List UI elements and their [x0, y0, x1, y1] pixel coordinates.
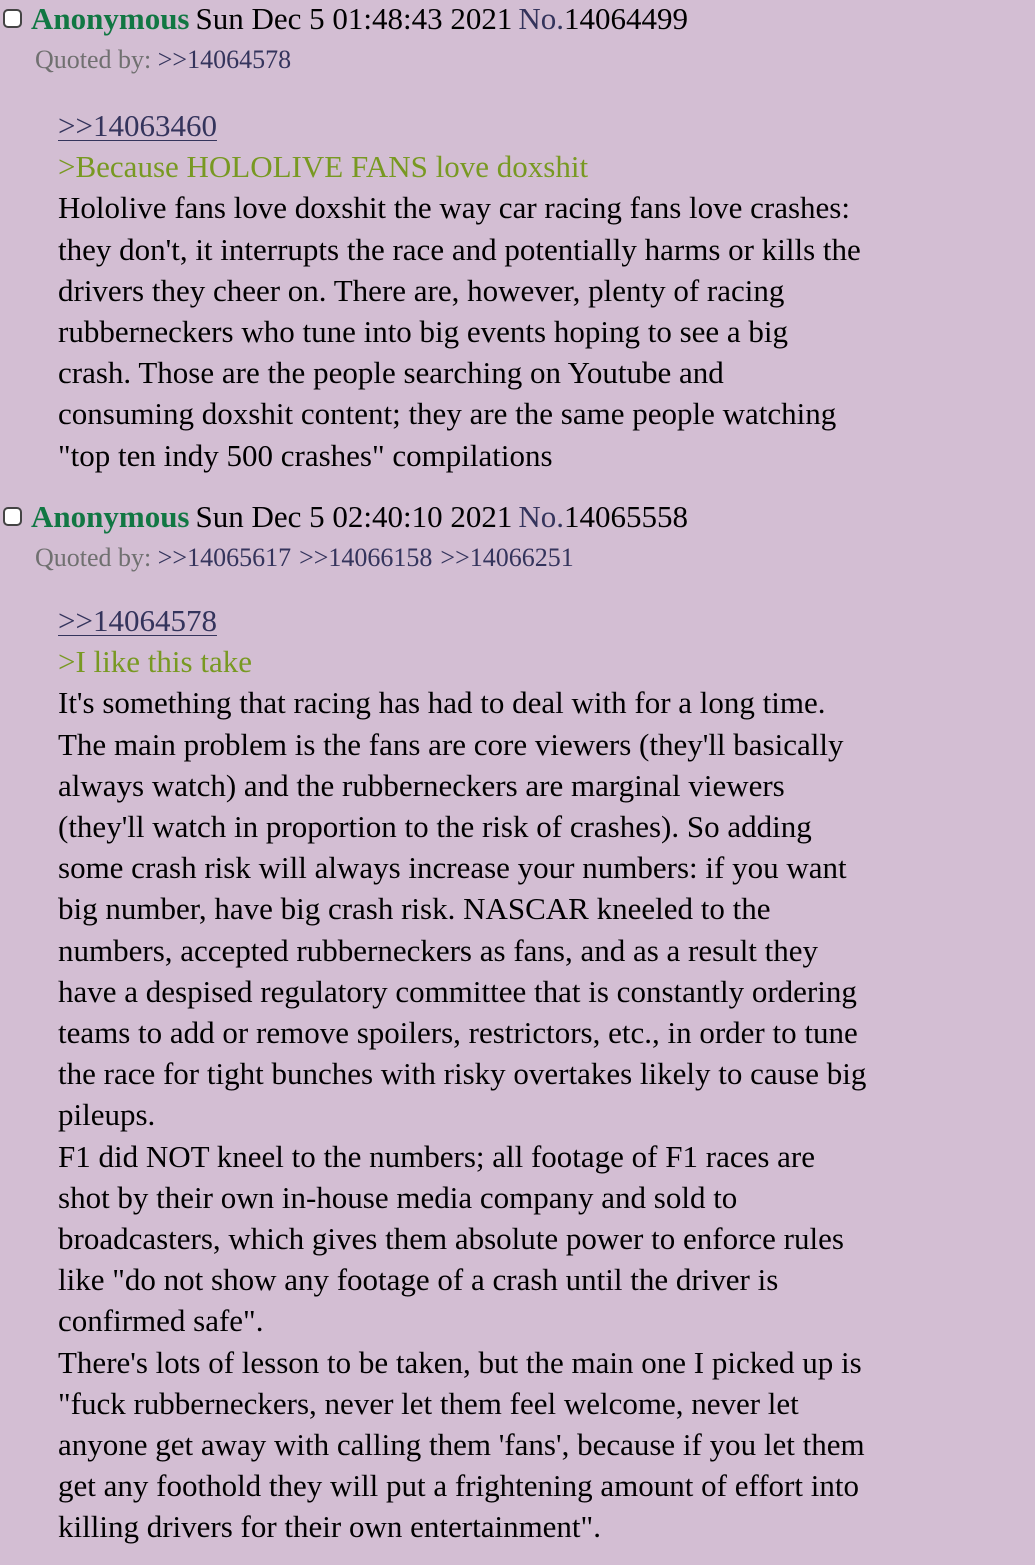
quoted-by-label: Quoted by: [35, 543, 152, 572]
post-date: Sun Dec 5 02:40:10 2021 [195, 499, 513, 534]
message-line: The main problem is the fans are core viewers (they'll basically [58, 726, 844, 762]
message-line: always watch) and the rubberneckers are marginal viewers [58, 767, 785, 803]
post-date: Sun Dec 5 01:48:43 2021 [195, 1, 513, 36]
message-line: teams to add or remove spoilers, restrictors, etc., in order to tune [58, 1015, 858, 1051]
message-line: numbers, accepted rubberneckers as fans, and as a result they [58, 932, 819, 968]
message-line: anyone get away with calling them 'fans', because if you let them [58, 1427, 865, 1463]
message-line: "fuck rubberneckers, never let them feel welcome, never let [58, 1385, 799, 1421]
message-line: rubberneckers who tune into big events hoping to see a big [58, 314, 789, 350]
message-line: consuming doxshit content; they are the same people watching [58, 396, 837, 432]
message-line: broadcasters, which gives them absolute power to enforce rules [58, 1221, 844, 1257]
message-line: pileups. [58, 1097, 156, 1133]
message-line: There's lots of lesson to be taken, but the main one I picked up is [58, 1344, 862, 1380]
quoted-by-label: Quoted by: [35, 45, 152, 74]
message-line: have a despised regulatory committee that is constantly ordering [58, 973, 857, 1009]
backlink[interactable]: >>14064578 [157, 45, 292, 74]
post-select-checkbox[interactable] [3, 507, 22, 526]
message-line: crash. Those are the people searching on Youtube and [58, 355, 724, 391]
message-line: F1 did NOT kneel to the numbers; all footage of F1 races are [58, 1138, 816, 1174]
message-line: get any foothold they will put a frightening amount of effort into [58, 1468, 859, 1504]
post-message [58, 600, 998, 1548]
message-line: It's something that racing has had to deal with for a long time. [58, 685, 826, 721]
message-line: some crash risk will always increase your numbers: if you want [58, 850, 847, 886]
greentext-quote: >Because HOLOLIVE FANS love doxshit [58, 149, 589, 185]
post-number-link[interactable]: No. [518, 499, 565, 534]
post-number-link[interactable]: No. [518, 1, 565, 36]
post-number[interactable]: 14064499 [564, 1, 689, 36]
post-header [0, 0, 688, 40]
quoted-by [35, 542, 582, 574]
post [0, 0, 1035, 490]
quoted-by [35, 44, 299, 76]
message-line: the race for tight bunches with risky overtakes likely to cause big [58, 1056, 867, 1092]
message-line: big number, have big crash risk. NASCAR kneeled to the [58, 891, 771, 927]
message-line: like "do not show any footage of a crash until the driver is [58, 1262, 779, 1298]
message-line: "top ten indy 500 crashes" compilations [58, 437, 553, 473]
backlink[interactable]: >>14066158 [299, 543, 433, 572]
message-line: shot by their own in-house media company and sold to [58, 1179, 738, 1215]
message-line: they don't, it interrupts the race and potentially harms or kills the [58, 231, 861, 267]
greentext-quote: >I like this take [58, 644, 252, 680]
poster-name: Anonymous [31, 499, 190, 534]
poster-name: Anonymous [31, 1, 190, 36]
quote-link[interactable]: >>14064578 [58, 603, 217, 638]
message-line: drivers they cheer on. There are, however, plenty of racing [58, 272, 785, 308]
message-line: Hololive fans love doxshit the way car racing fans love crashes: [58, 190, 850, 226]
post-select-checkbox[interactable] [3, 9, 22, 28]
message-line: (they'll watch in proportion to the risk of crashes). So adding [58, 809, 812, 845]
post-message [58, 105, 998, 476]
backlink[interactable]: >>14066251 [440, 543, 574, 572]
post-header [0, 498, 688, 538]
backlink[interactable]: >>14065617 [157, 543, 292, 572]
post-number[interactable]: 14065558 [564, 499, 689, 534]
post [0, 498, 1035, 1565]
message-line: confirmed safe". [58, 1303, 264, 1339]
quote-link[interactable]: >>14063460 [58, 108, 217, 143]
message-line: killing drivers for their own entertainment". [58, 1509, 601, 1545]
